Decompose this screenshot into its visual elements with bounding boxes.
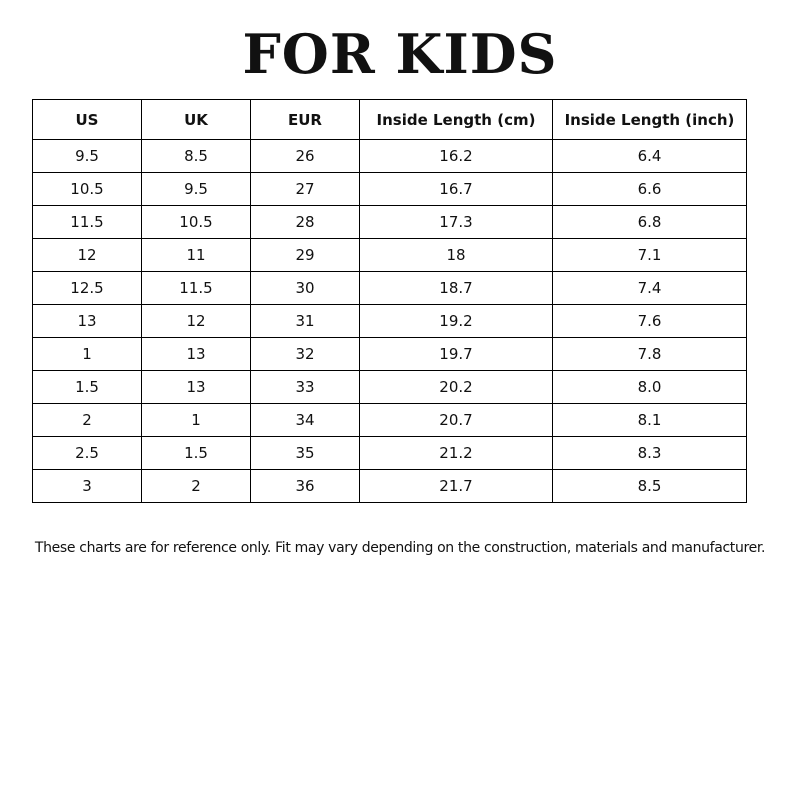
cell-eur: 27: [251, 173, 360, 206]
cell-us: 10.5: [33, 173, 142, 206]
cell-us: 13: [33, 305, 142, 338]
cell-uk: 13: [142, 338, 251, 371]
header-length-cm: Inside Length (cm): [360, 100, 553, 140]
cell-length-inch: 6.8: [553, 206, 747, 239]
page-title: FOR KIDS: [242, 22, 558, 86]
cell-eur: 30: [251, 272, 360, 305]
cell-uk: 2: [142, 470, 251, 503]
cell-uk: 10.5: [142, 206, 251, 239]
table-body: [33, 140, 747, 503]
cell-length-inch: 7.8: [553, 338, 747, 371]
cell-us: 2.5: [33, 437, 142, 470]
table-row: [33, 437, 747, 470]
cell-us: 12.5: [33, 272, 142, 305]
table-row: [33, 404, 747, 437]
cell-length-inch: 8.1: [553, 404, 747, 437]
table-row: [33, 470, 747, 503]
header-us: US: [33, 100, 142, 140]
cell-us: 2: [33, 404, 142, 437]
cell-length-inch: 7.6: [553, 305, 747, 338]
cell-length-cm: 21.7: [360, 470, 553, 503]
cell-length-inch: 8.5: [553, 470, 747, 503]
cell-eur: 36: [251, 470, 360, 503]
cell-uk: 11.5: [142, 272, 251, 305]
cell-uk: 11: [142, 239, 251, 272]
cell-eur: 33: [251, 371, 360, 404]
cell-length-cm: 18: [360, 239, 553, 272]
cell-length-cm: 16.2: [360, 140, 553, 173]
table-row: [33, 206, 747, 239]
disclaimer-note: These charts are for reference only. Fit may vary depending on the construction, materials and manufacturer.: [34, 540, 766, 556]
table-row: [33, 239, 747, 272]
cell-uk: 8.5: [142, 140, 251, 173]
cell-eur: 35: [251, 437, 360, 470]
cell-length-cm: 17.3: [360, 206, 553, 239]
table-row: [33, 272, 747, 305]
cell-us: 12: [33, 239, 142, 272]
cell-uk: 12: [142, 305, 251, 338]
cell-uk: 1.5: [142, 437, 251, 470]
cell-eur: 28: [251, 206, 360, 239]
cell-length-inch: 8.3: [553, 437, 747, 470]
cell-uk: 9.5: [142, 173, 251, 206]
size-chart-table: [32, 99, 747, 503]
header-length-inch: Inside Length (inch): [553, 100, 747, 140]
cell-uk: 13: [142, 371, 251, 404]
cell-eur: 32: [251, 338, 360, 371]
table-header-row: [33, 100, 747, 140]
table-row: [33, 140, 747, 173]
cell-eur: 31: [251, 305, 360, 338]
cell-length-inch: 8.0: [553, 371, 747, 404]
cell-length-cm: 16.7: [360, 173, 553, 206]
table-row: [33, 338, 747, 371]
cell-uk: 1: [142, 404, 251, 437]
cell-length-inch: 6.6: [553, 173, 747, 206]
cell-us: 1.5: [33, 371, 142, 404]
cell-length-inch: 7.1: [553, 239, 747, 272]
table-row: [33, 305, 747, 338]
cell-length-inch: 7.4: [553, 272, 747, 305]
cell-length-cm: 19.7: [360, 338, 553, 371]
cell-eur: 29: [251, 239, 360, 272]
cell-length-cm: 21.2: [360, 437, 553, 470]
cell-eur: 26: [251, 140, 360, 173]
table-row: [33, 371, 747, 404]
cell-eur: 34: [251, 404, 360, 437]
cell-us: 1: [33, 338, 142, 371]
table-row: [33, 173, 747, 206]
cell-length-cm: 19.2: [360, 305, 553, 338]
header-uk: UK: [142, 100, 251, 140]
cell-length-cm: 20.2: [360, 371, 553, 404]
cell-us: 3: [33, 470, 142, 503]
cell-us: 11.5: [33, 206, 142, 239]
cell-us: 9.5: [33, 140, 142, 173]
cell-length-inch: 6.4: [553, 140, 747, 173]
header-eur: EUR: [251, 100, 360, 140]
cell-length-cm: 20.7: [360, 404, 553, 437]
cell-length-cm: 18.7: [360, 272, 553, 305]
